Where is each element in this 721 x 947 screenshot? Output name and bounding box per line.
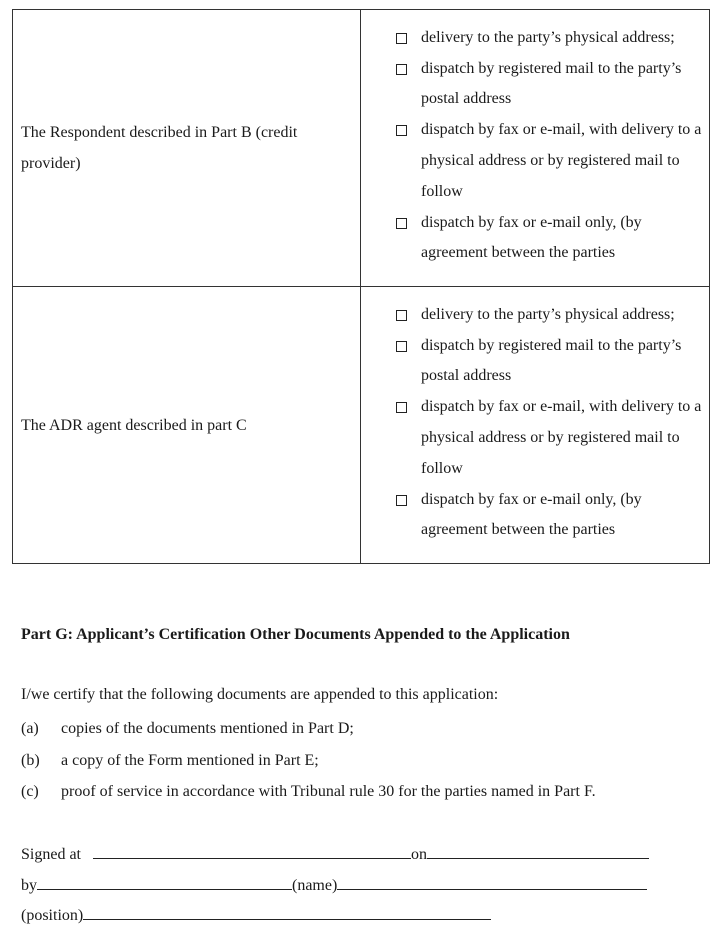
- position-label: (position): [21, 907, 84, 924]
- checkbox-icon[interactable]: [396, 218, 407, 229]
- checkbox-icon[interactable]: [396, 64, 407, 75]
- list-item: [21, 717, 596, 741]
- option-fax-email-only[interactable]: dispatch by fax or e-mail only, (by agreement between the parties: [395, 208, 703, 270]
- name-field[interactable]: [337, 874, 647, 890]
- part-g-heading: Part G: Applicant’s Certification Other Documents Appended to the Application: [21, 626, 570, 643]
- signed-at-line: [21, 843, 649, 864]
- date-field[interactable]: [427, 843, 649, 859]
- signed-at-label: Signed at: [21, 846, 81, 863]
- item-marker: (a): [21, 720, 39, 737]
- item-marker: (c): [21, 783, 39, 800]
- list-item: [21, 749, 596, 773]
- list-item: [21, 780, 596, 804]
- checkbox-icon[interactable]: [396, 310, 407, 321]
- certification-intro: I/we certify that the following documents are appended to this application:: [21, 686, 499, 703]
- position-field[interactable]: [83, 904, 491, 920]
- signed-by-line: [21, 874, 647, 895]
- position-line: [21, 904, 491, 925]
- service-method-table: [12, 9, 710, 564]
- appended-documents-list: [21, 717, 596, 812]
- option-registered-mail[interactable]: dispatch by registered mail to the party’s postal address: [395, 54, 703, 116]
- party-cell: [13, 287, 361, 564]
- item-text: a copy of the Form mentioned in Part E;: [61, 751, 319, 769]
- checkbox-icon[interactable]: [396, 402, 407, 413]
- signer-field[interactable]: [37, 874, 292, 890]
- service-options-list: [361, 23, 703, 269]
- option-fax-email-with-followup[interactable]: dispatch by fax or e-mail, with delivery to a physical address or by registered mail to follow: [395, 115, 703, 207]
- on-label: on: [411, 846, 427, 863]
- checkbox-icon[interactable]: [396, 495, 407, 506]
- service-options-cell: [361, 10, 710, 287]
- signed-at-field[interactable]: [93, 843, 411, 859]
- party-label: The Respondent described in Part B (credit provider): [21, 124, 298, 172]
- party-label: The ADR agent described in part C: [21, 416, 247, 434]
- item-marker: (b): [21, 751, 40, 769]
- option-fax-email-with-followup[interactable]: dispatch by fax or e-mail, with delivery to a physical address or by registered mail to follow: [395, 392, 703, 484]
- service-options-list: [361, 300, 703, 546]
- table-row: [13, 10, 710, 287]
- checkbox-icon[interactable]: [396, 341, 407, 352]
- service-options-cell: [361, 287, 710, 564]
- name-label: (name): [292, 877, 338, 894]
- option-fax-email-only[interactable]: dispatch by fax or e-mail only, (by agreement between the parties: [395, 485, 703, 547]
- item-text: proof of service in accordance with Tribunal rule 30 for the parties named in Part F.: [61, 783, 596, 800]
- option-registered-mail[interactable]: dispatch by registered mail to the party’s postal address: [395, 331, 703, 393]
- checkbox-icon[interactable]: [396, 33, 407, 44]
- option-physical-delivery[interactable]: delivery to the party’s physical address;: [395, 23, 703, 54]
- option-physical-delivery[interactable]: delivery to the party’s physical address;: [395, 300, 703, 331]
- by-label: by: [21, 877, 37, 894]
- party-cell: [13, 10, 361, 287]
- table-row: [13, 287, 710, 564]
- item-text: copies of the documents mentioned in Part D;: [61, 720, 354, 737]
- checkbox-icon[interactable]: [396, 125, 407, 136]
